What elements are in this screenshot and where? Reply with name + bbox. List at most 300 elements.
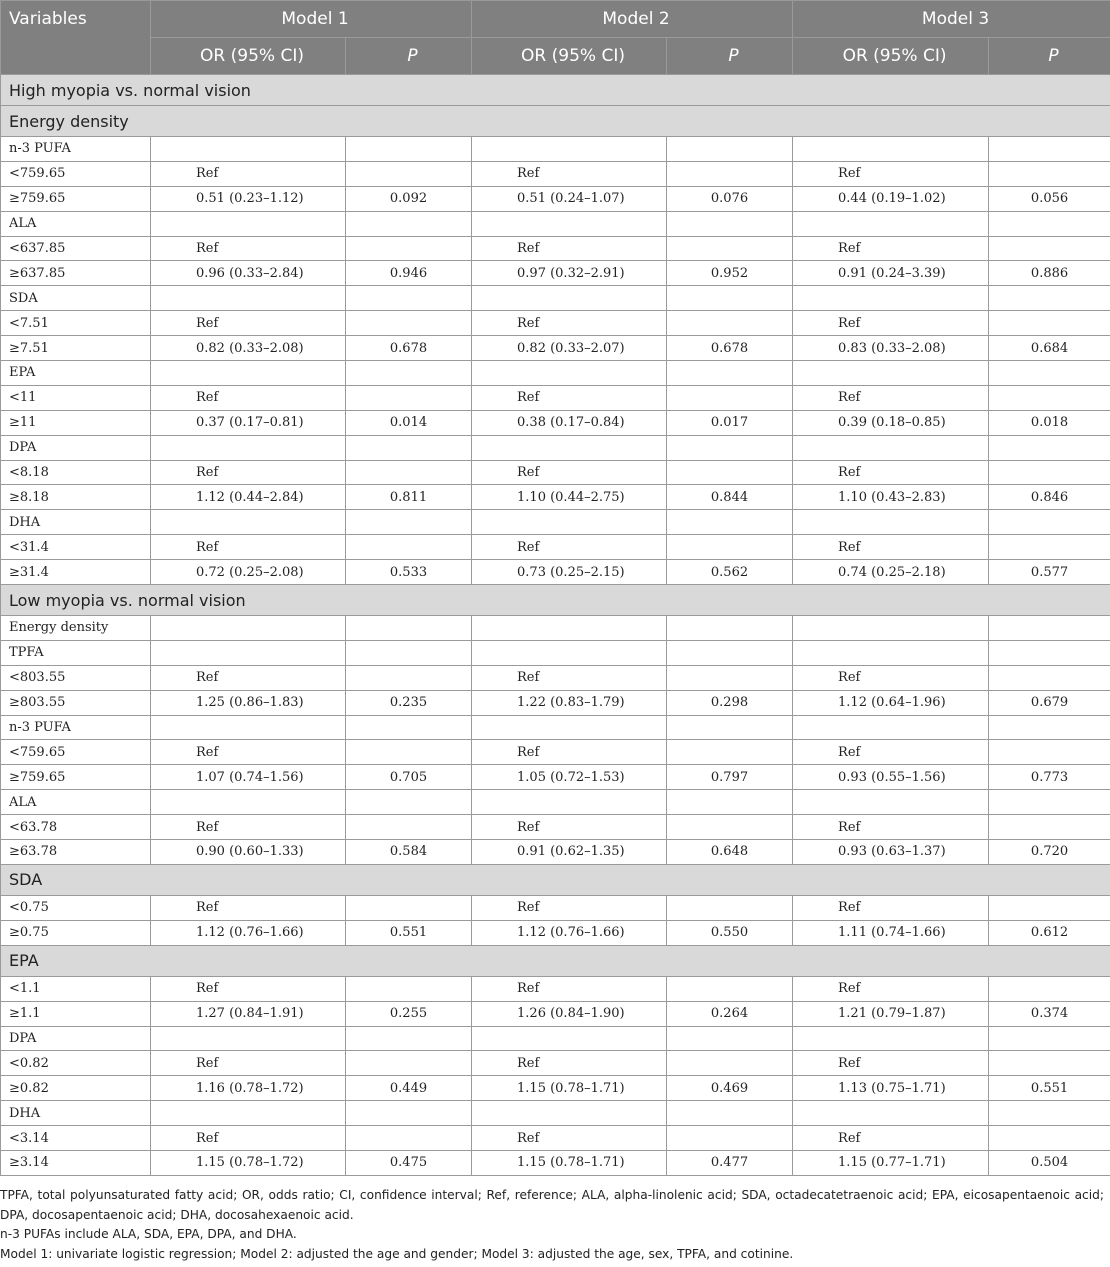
- odds-ratio-cell: 0.82 (0.33–2.08): [151, 336, 346, 361]
- odds-ratio-cell: Ref: [793, 311, 989, 336]
- p-value-cell: [989, 435, 1110, 460]
- table-row: [1, 690, 1110, 715]
- odds-ratio-cell: [151, 286, 346, 311]
- odds-ratio-cell: Ref: [151, 460, 346, 485]
- table-header: [1, 1, 1110, 75]
- odds-ratio-cell: [793, 715, 989, 740]
- table-row: [1, 715, 1110, 740]
- table-row: [1, 1051, 1110, 1076]
- table-row: [1, 1026, 1110, 1051]
- odds-ratio-cell: 0.51 (0.24–1.07): [472, 186, 667, 211]
- p-value-cell: [346, 665, 472, 690]
- or-ci-header: OR (95% CI): [472, 38, 667, 75]
- variable-label: ≥637.85: [1, 261, 151, 286]
- odds-ratio-cell: [472, 1026, 667, 1051]
- odds-ratio-cell: Ref: [151, 895, 346, 920]
- odds-ratio-cell: Ref: [151, 236, 346, 261]
- p-value-cell: [667, 895, 793, 920]
- table-row: [1, 920, 1110, 945]
- odds-ratio-cell: [793, 616, 989, 641]
- odds-ratio-cell: 0.97 (0.32–2.91): [472, 261, 667, 286]
- p-value-cell: 0.504: [989, 1150, 1110, 1175]
- table-row: [1, 560, 1110, 585]
- p-value-cell: [346, 976, 472, 1001]
- p-value-cell: [989, 616, 1110, 641]
- odds-ratio-cell: [793, 286, 989, 311]
- p-value-cell: 0.255: [346, 1001, 472, 1026]
- section-row: [1, 585, 1110, 616]
- odds-ratio-cell: 1.05 (0.72–1.53): [472, 765, 667, 790]
- p-value-cell: [346, 460, 472, 485]
- variable-label: <0.82: [1, 1051, 151, 1076]
- table-row: [1, 740, 1110, 765]
- p-value-cell: 0.056: [989, 186, 1110, 211]
- variable-label: ≥803.55: [1, 690, 151, 715]
- odds-ratio-cell: 1.22 (0.83–1.79): [472, 690, 667, 715]
- p-value-cell: 0.533: [346, 560, 472, 585]
- odds-ratio-cell: 1.10 (0.43–2.83): [793, 485, 989, 510]
- p-value-cell: [989, 236, 1110, 261]
- odds-ratio-cell: Ref: [793, 236, 989, 261]
- variable-label: ≥0.75: [1, 920, 151, 945]
- odds-ratio-cell: [793, 640, 989, 665]
- section-row: [1, 75, 1110, 106]
- odds-ratio-cell: [472, 137, 667, 162]
- table-row: [1, 410, 1110, 435]
- variable-label: <759.65: [1, 161, 151, 186]
- p-value-cell: 0.846: [989, 485, 1110, 510]
- variable-label: EPA: [1, 361, 151, 386]
- p-value-cell: [989, 137, 1110, 162]
- p-value-cell: 0.298: [667, 690, 793, 715]
- p-value-cell: 0.684: [989, 336, 1110, 361]
- variable-label: <637.85: [1, 236, 151, 261]
- variable-label: <11: [1, 385, 151, 410]
- odds-ratio-cell: 0.73 (0.25–2.15): [472, 560, 667, 585]
- variable-label: ≥8.18: [1, 485, 151, 510]
- p-value-cell: [346, 385, 472, 410]
- odds-ratio-cell: [472, 286, 667, 311]
- odds-ratio-cell: 1.15 (0.78–1.72): [151, 1150, 346, 1175]
- odds-ratio-cell: [793, 435, 989, 460]
- p-value-cell: 0.475: [346, 1150, 472, 1175]
- models-note: Model 1: univariate logistic regression; Model 2: adjusted the age and gender; Model 3: adjusted the age, sex, TPFA, and cotinine.: [0, 1246, 794, 1261]
- p-value-header: P: [346, 38, 472, 75]
- variable-label: ≥11: [1, 410, 151, 435]
- p-value-cell: [346, 1101, 472, 1126]
- p-value-cell: [346, 435, 472, 460]
- p-value-cell: 0.612: [989, 920, 1110, 945]
- variable-label: ≥31.4: [1, 560, 151, 585]
- p-value-cell: 0.374: [989, 1001, 1110, 1026]
- p-value-cell: [346, 236, 472, 261]
- odds-ratio-cell: [151, 1101, 346, 1126]
- p-value-cell: [346, 361, 472, 386]
- odds-ratio-cell: 0.74 (0.25–2.18): [793, 560, 989, 585]
- variable-label: <8.18: [1, 460, 151, 485]
- odds-ratio-cell: Ref: [472, 1126, 667, 1151]
- variable-label: ≥0.82: [1, 1076, 151, 1101]
- p-value-cell: [667, 460, 793, 485]
- table-row: [1, 895, 1110, 920]
- pufa-note: n-3 PUFAs include ALA, SDA, EPA, DPA, and DHA.: [0, 1227, 297, 1241]
- table-row: [1, 616, 1110, 641]
- p-value-cell: [667, 1026, 793, 1051]
- p-value-cell: 0.584: [346, 840, 472, 865]
- p-value-cell: 0.477: [667, 1150, 793, 1175]
- odds-ratio-cell: Ref: [793, 976, 989, 1001]
- odds-ratio-cell: 1.07 (0.74–1.56): [151, 765, 346, 790]
- p-value-cell: [989, 286, 1110, 311]
- p-value-cell: 0.648: [667, 840, 793, 865]
- p-value-cell: [989, 640, 1110, 665]
- odds-ratio-cell: Ref: [151, 161, 346, 186]
- p-value-cell: 0.797: [667, 765, 793, 790]
- table-row: [1, 137, 1110, 162]
- odds-ratio-cell: [151, 715, 346, 740]
- p-value-cell: [989, 535, 1110, 560]
- p-value-cell: [667, 510, 793, 535]
- table-row: [1, 1001, 1110, 1026]
- p-value-cell: [989, 460, 1110, 485]
- variable-label: ≥3.14: [1, 1150, 151, 1175]
- p-value-cell: [346, 211, 472, 236]
- p-value-cell: [346, 161, 472, 186]
- odds-ratio-cell: Ref: [793, 1051, 989, 1076]
- odds-ratio-cell: 1.27 (0.84–1.91): [151, 1001, 346, 1026]
- table-row: [1, 336, 1110, 361]
- p-value-cell: 0.886: [989, 261, 1110, 286]
- odds-ratio-cell: Ref: [472, 311, 667, 336]
- table-row: [1, 765, 1110, 790]
- odds-ratio-cell: 1.10 (0.44–2.75): [472, 485, 667, 510]
- p-value-cell: 0.017: [667, 410, 793, 435]
- odds-ratio-cell: Ref: [472, 976, 667, 1001]
- p-value-cell: [667, 715, 793, 740]
- odds-ratio-cell: Ref: [793, 815, 989, 840]
- odds-ratio-cell: 0.72 (0.25–2.08): [151, 560, 346, 585]
- p-value-cell: [989, 815, 1110, 840]
- section-label: Energy density: [1, 106, 1110, 137]
- p-value-cell: [346, 1051, 472, 1076]
- p-value-cell: [989, 1026, 1110, 1051]
- p-value-cell: [667, 385, 793, 410]
- p-value-cell: 0.946: [346, 261, 472, 286]
- p-value-cell: 0.551: [346, 920, 472, 945]
- odds-ratio-cell: 0.93 (0.55–1.56): [793, 765, 989, 790]
- variable-label: <31.4: [1, 535, 151, 560]
- p-value-cell: 0.551: [989, 1076, 1110, 1101]
- odds-ratio-cell: 0.93 (0.63–1.37): [793, 840, 989, 865]
- section-row: [1, 106, 1110, 137]
- odds-ratio-cell: 1.15 (0.78–1.71): [472, 1150, 667, 1175]
- odds-ratio-cell: [151, 616, 346, 641]
- p-value-cell: [989, 1126, 1110, 1151]
- p-value-cell: [989, 161, 1110, 186]
- p-value-cell: [667, 740, 793, 765]
- p-value-cell: [667, 665, 793, 690]
- variable-label: TPFA: [1, 640, 151, 665]
- odds-ratio-cell: [151, 640, 346, 665]
- odds-ratio-cell: 0.96 (0.33–2.84): [151, 261, 346, 286]
- odds-ratio-cell: 0.91 (0.62–1.35): [472, 840, 667, 865]
- p-value-cell: 0.679: [989, 690, 1110, 715]
- p-value-cell: [346, 616, 472, 641]
- odds-ratio-cell: [793, 1026, 989, 1051]
- table-row: [1, 286, 1110, 311]
- p-value-cell: [667, 790, 793, 815]
- odds-ratio-cell: Ref: [151, 665, 346, 690]
- p-value-cell: [346, 137, 472, 162]
- variable-label: <759.65: [1, 740, 151, 765]
- table-row: [1, 460, 1110, 485]
- odds-ratio-cell: Ref: [793, 740, 989, 765]
- odds-ratio-cell: [793, 211, 989, 236]
- p-value-cell: [667, 435, 793, 460]
- odds-ratio-cell: [151, 361, 346, 386]
- table-row: [1, 535, 1110, 560]
- p-value-cell: [667, 1126, 793, 1151]
- odds-ratio-cell: 0.39 (0.18–0.85): [793, 410, 989, 435]
- odds-ratio-cell: 1.16 (0.78–1.72): [151, 1076, 346, 1101]
- p-value-cell: [989, 1051, 1110, 1076]
- odds-ratio-cell: Ref: [151, 815, 346, 840]
- odds-ratio-cell: 1.21 (0.79–1.87): [793, 1001, 989, 1026]
- odds-ratio-cell: 1.11 (0.74–1.66): [793, 920, 989, 945]
- odds-ratio-cell: 1.15 (0.78–1.71): [472, 1076, 667, 1101]
- odds-ratio-cell: [151, 211, 346, 236]
- p-value-cell: [989, 361, 1110, 386]
- p-value-cell: 0.773: [989, 765, 1110, 790]
- odds-ratio-cell: [151, 790, 346, 815]
- p-value-cell: [667, 211, 793, 236]
- variable-label: ≥759.65: [1, 186, 151, 211]
- odds-ratio-cell: [151, 137, 346, 162]
- odds-ratio-cell: [793, 790, 989, 815]
- odds-ratio-cell: 1.13 (0.75–1.71): [793, 1076, 989, 1101]
- variable-label: ≥7.51: [1, 336, 151, 361]
- p-value-cell: 0.678: [667, 336, 793, 361]
- odds-ratio-cell: Ref: [151, 385, 346, 410]
- odds-ratio-cell: Ref: [472, 740, 667, 765]
- p-value-cell: 0.449: [346, 1076, 472, 1101]
- or-ci-header: OR (95% CI): [793, 38, 989, 75]
- table-row: [1, 665, 1110, 690]
- odds-ratio-cell: 0.90 (0.60–1.33): [151, 840, 346, 865]
- odds-ratio-cell: [151, 510, 346, 535]
- p-value-cell: [667, 236, 793, 261]
- or-ci-header: OR (95% CI): [151, 38, 346, 75]
- p-value-cell: 0.550: [667, 920, 793, 945]
- table-row: [1, 840, 1110, 865]
- p-value-cell: [989, 715, 1110, 740]
- odds-ratio-cell: Ref: [472, 895, 667, 920]
- p-value-cell: 0.720: [989, 840, 1110, 865]
- model-1-header: Model 1: [151, 1, 472, 38]
- p-value-cell: 0.014: [346, 410, 472, 435]
- model-2-header: Model 2: [472, 1, 793, 38]
- variable-label: DPA: [1, 1026, 151, 1051]
- odds-ratio-cell: [151, 435, 346, 460]
- p-value-cell: [989, 665, 1110, 690]
- variable-label: DPA: [1, 435, 151, 460]
- odds-ratio-cell: Ref: [793, 161, 989, 186]
- variable-label: DHA: [1, 510, 151, 535]
- variable-label: n-3 PUFA: [1, 137, 151, 162]
- p-value-cell: [667, 286, 793, 311]
- table-row: [1, 435, 1110, 460]
- p-value-cell: [989, 510, 1110, 535]
- variable-label: <803.55: [1, 665, 151, 690]
- variable-label: ≥759.65: [1, 765, 151, 790]
- p-value-cell: [667, 311, 793, 336]
- odds-ratio-cell: Ref: [472, 460, 667, 485]
- p-value-cell: 0.844: [667, 485, 793, 510]
- odds-ratio-cell: [472, 435, 667, 460]
- table-body: [1, 75, 1110, 1176]
- section-row: [1, 945, 1110, 976]
- odds-ratio-cell: Ref: [151, 1051, 346, 1076]
- odds-ratio-cell: Ref: [793, 1126, 989, 1151]
- p-value-cell: [346, 535, 472, 560]
- p-value-cell: [346, 1026, 472, 1051]
- p-value-cell: [346, 311, 472, 336]
- odds-ratio-cell: 0.82 (0.33–2.07): [472, 336, 667, 361]
- odds-ratio-cell: 1.15 (0.77–1.71): [793, 1150, 989, 1175]
- table-row: [1, 311, 1110, 336]
- p-value-header: P: [989, 38, 1110, 75]
- table-row: [1, 1150, 1110, 1175]
- variable-label: Energy density: [1, 616, 151, 641]
- p-value-cell: [989, 740, 1110, 765]
- p-value-cell: [346, 640, 472, 665]
- p-value-cell: [667, 161, 793, 186]
- p-value-cell: [667, 976, 793, 1001]
- table-row: [1, 236, 1110, 261]
- variable-label: DHA: [1, 1101, 151, 1126]
- p-value-cell: [667, 535, 793, 560]
- odds-ratio-cell: [472, 361, 667, 386]
- table-footnotes: [0, 1186, 1104, 1264]
- p-value-cell: [989, 211, 1110, 236]
- model-3-header: Model 3: [793, 1, 1110, 38]
- odds-ratio-cell: Ref: [151, 1126, 346, 1151]
- odds-ratio-cell: [793, 361, 989, 386]
- variable-label: ALA: [1, 211, 151, 236]
- odds-ratio-cell: 0.91 (0.24–3.39): [793, 261, 989, 286]
- p-value-cell: [346, 815, 472, 840]
- odds-ratio-cell: Ref: [793, 895, 989, 920]
- variable-label: SDA: [1, 286, 151, 311]
- p-value-cell: 0.811: [346, 485, 472, 510]
- odds-ratio-cell: Ref: [151, 311, 346, 336]
- p-value-cell: [989, 385, 1110, 410]
- odds-ratio-cell: 1.25 (0.86–1.83): [151, 690, 346, 715]
- p-value-cell: 0.469: [667, 1076, 793, 1101]
- odds-ratio-cell: [472, 510, 667, 535]
- p-value-cell: [989, 1101, 1110, 1126]
- table-row: [1, 385, 1110, 410]
- variable-label: <3.14: [1, 1126, 151, 1151]
- odds-ratio-cell: 0.38 (0.17–0.84): [472, 410, 667, 435]
- section-label: Low myopia vs. normal vision: [1, 585, 1110, 616]
- table-row: [1, 186, 1110, 211]
- odds-ratio-cell: Ref: [793, 385, 989, 410]
- table-row: [1, 361, 1110, 386]
- odds-ratio-cell: Ref: [472, 535, 667, 560]
- variable-label: <63.78: [1, 815, 151, 840]
- odds-ratio-cell: [151, 1026, 346, 1051]
- p-value-cell: 0.678: [346, 336, 472, 361]
- table-row: [1, 1076, 1110, 1101]
- p-value-header: P: [667, 38, 793, 75]
- odds-ratio-cell: [472, 790, 667, 815]
- variable-label: ≥63.78: [1, 840, 151, 865]
- odds-ratio-cell: [472, 715, 667, 740]
- p-value-cell: [989, 790, 1110, 815]
- p-value-cell: [346, 510, 472, 535]
- p-value-cell: [667, 137, 793, 162]
- table-row: [1, 1101, 1110, 1126]
- p-value-cell: [667, 1101, 793, 1126]
- p-value-cell: [989, 976, 1110, 1001]
- p-value-cell: [346, 790, 472, 815]
- odds-ratio-cell: Ref: [472, 665, 667, 690]
- p-value-cell: [989, 311, 1110, 336]
- p-value-cell: [989, 895, 1110, 920]
- odds-ratio-cell: Ref: [472, 385, 667, 410]
- odds-ratio-cell: 1.12 (0.44–2.84): [151, 485, 346, 510]
- p-value-cell: 0.952: [667, 261, 793, 286]
- odds-ratio-cell: 1.12 (0.76–1.66): [472, 920, 667, 945]
- abbreviations-note: TPFA, total polyunsaturated fatty acid; OR, odds ratio; CI, confidence interval; Ref, reference; ALA, alpha-linolenic acid; SDA, octadecatetraenoic acid; EPA, eicosapentaenoic acid; DPA, docosapentaenoic acid; DHA, docosahexaenoic acid.: [0, 1188, 1104, 1222]
- p-value-cell: 0.705: [346, 765, 472, 790]
- variable-label: <1.1: [1, 976, 151, 1001]
- p-value-cell: [346, 740, 472, 765]
- odds-ratio-cell: 0.51 (0.23–1.12): [151, 186, 346, 211]
- p-value-cell: [667, 361, 793, 386]
- odds-ratio-cell: [472, 1101, 667, 1126]
- odds-ratio-cell: Ref: [793, 535, 989, 560]
- variable-label: n-3 PUFA: [1, 715, 151, 740]
- odds-ratio-cell: 1.12 (0.76–1.66): [151, 920, 346, 945]
- odds-ratio-cell: 1.12 (0.64–1.96): [793, 690, 989, 715]
- odds-ratio-cell: Ref: [472, 161, 667, 186]
- p-value-cell: 0.235: [346, 690, 472, 715]
- p-value-cell: [346, 1126, 472, 1151]
- p-value-cell: [667, 1051, 793, 1076]
- p-value-cell: 0.577: [989, 560, 1110, 585]
- odds-ratio-cell: [793, 1101, 989, 1126]
- p-value-cell: 0.018: [989, 410, 1110, 435]
- variable-label: ≥1.1: [1, 1001, 151, 1026]
- odds-ratio-cell: Ref: [793, 665, 989, 690]
- variable-label: ALA: [1, 790, 151, 815]
- odds-ratio-cell: 0.83 (0.33–2.08): [793, 336, 989, 361]
- p-value-cell: 0.264: [667, 1001, 793, 1026]
- p-value-cell: [667, 640, 793, 665]
- odds-ratio-cell: Ref: [793, 460, 989, 485]
- table-row: [1, 161, 1110, 186]
- p-value-cell: [667, 616, 793, 641]
- odds-ratio-cell: 0.37 (0.17–0.81): [151, 410, 346, 435]
- table-row: [1, 510, 1110, 535]
- table-row: [1, 485, 1110, 510]
- section-label: SDA: [1, 864, 1110, 895]
- section-row: [1, 864, 1110, 895]
- p-value-cell: [667, 815, 793, 840]
- odds-ratio-cell: Ref: [472, 815, 667, 840]
